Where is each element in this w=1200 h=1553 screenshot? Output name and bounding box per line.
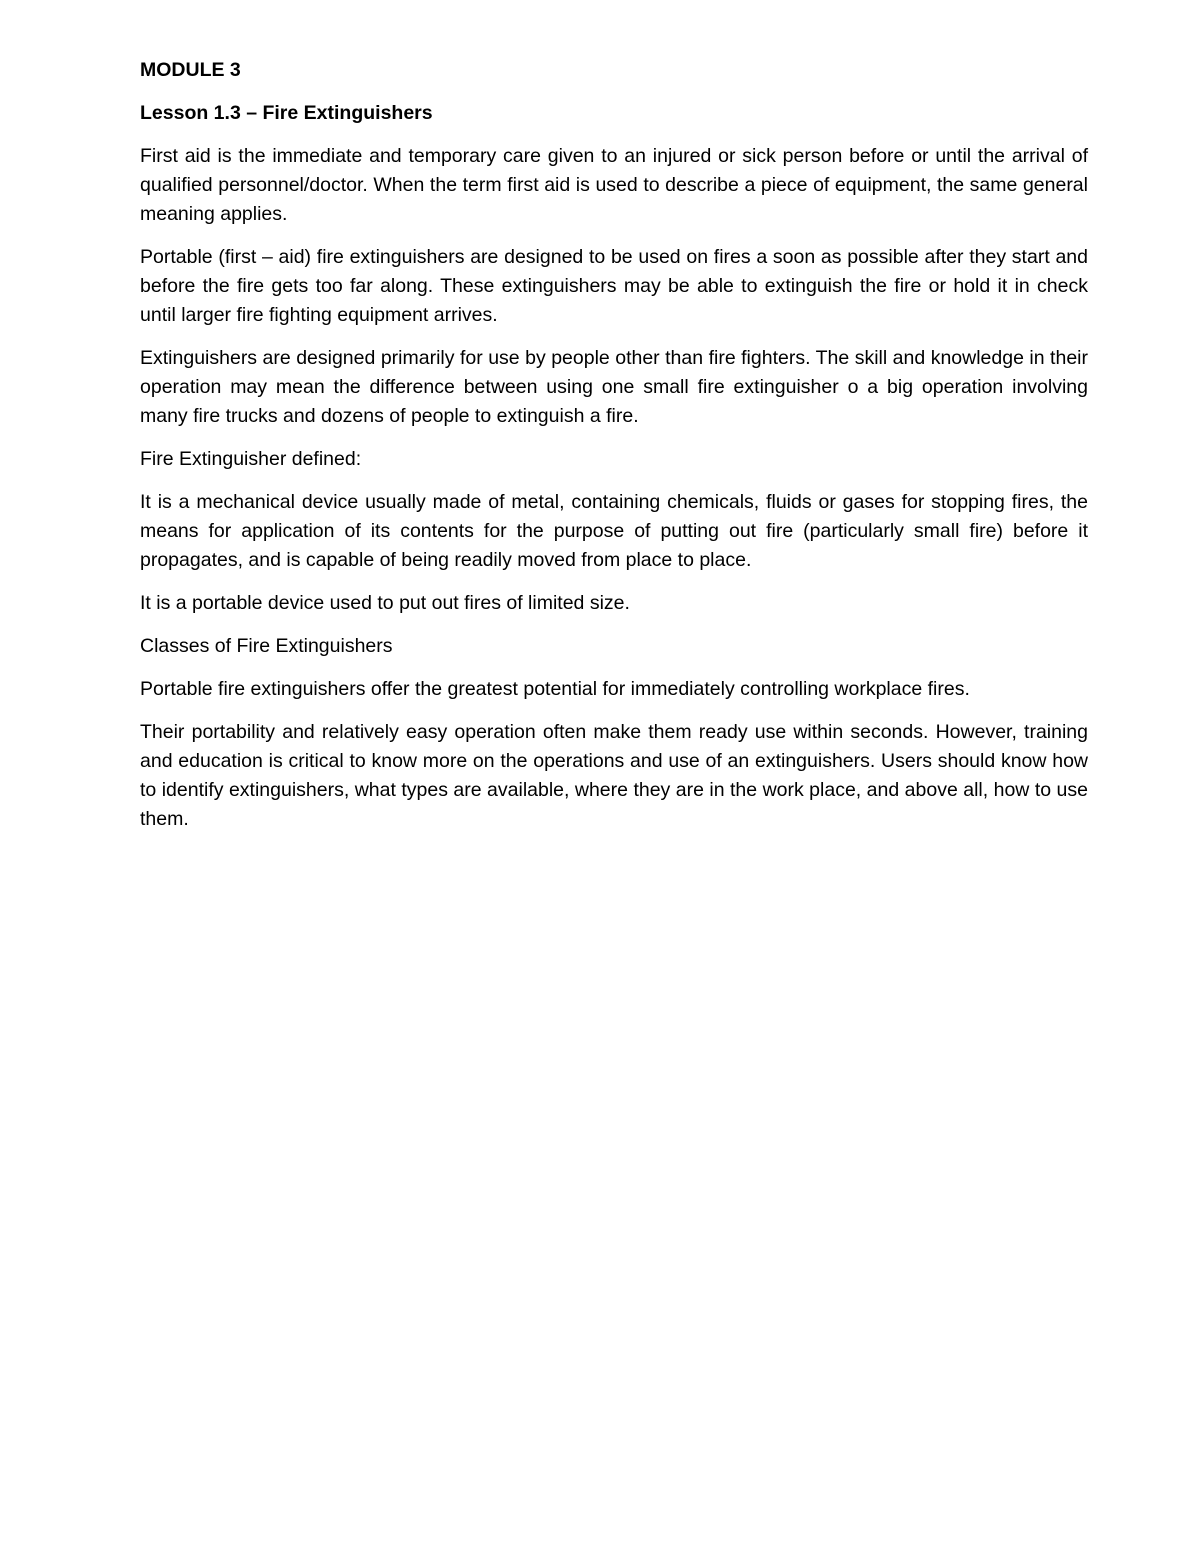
paragraph-definition-heading: Fire Extinguisher defined: xyxy=(140,448,362,470)
paragraph-training-education: Their portability and relatively easy operation often make them ready use within seconds. However, training and education is critical to know more on the operations and use of an extinguishers. Users should know how to identify extinguishers, what types are available, where they are in the work place, and above all, how to use them. xyxy=(140,721,1088,830)
lesson-title: Lesson 1.3 – Fire Extinguishers xyxy=(140,102,433,124)
document-body xyxy=(140,56,1088,848)
paragraph-extinguisher-users: Extinguishers are designed primarily for use by people other than fire fighters. The skill and knowledge in their operation may mean the difference between using one small fire extinguisher o a big operation involving many fire trucks and dozens of people to extinguish a fire. xyxy=(140,347,1088,427)
paragraph-workplace-fires: Portable fire extinguishers offer the greatest potential for immediately controlling workplace fires. xyxy=(140,678,970,700)
paragraph-first-aid-definition: First aid is the immediate and temporary care given to an injured or sick person before or until the arrival of qualified personnel/doctor. When the term first aid is used to describe a piece of equipment, the same general meaning applies. xyxy=(140,145,1088,225)
module-title: MODULE 3 xyxy=(140,59,241,81)
paragraph-classes-heading: Classes of Fire Extinguishers xyxy=(140,635,393,657)
paragraph-mechanical-device: It is a mechanical device usually made of metal, containing chemicals, fluids or gases for stopping fires, the means for application of its contents for the purpose of putting out fire (particularly small fire) before it propagates, and is capable of being readily moved from place to place. xyxy=(140,491,1088,571)
paragraph-portable-device: It is a portable device used to put out fires of limited size. xyxy=(140,592,630,614)
paragraph-portable-extinguishers: Portable (first – aid) fire extinguishers are designed to be used on fires a soon as possible after they start and before the fire gets too far along. These extinguishers may be able to extinguish the fire or hold it in check until larger fire fighting equipment arrives. xyxy=(140,246,1088,326)
